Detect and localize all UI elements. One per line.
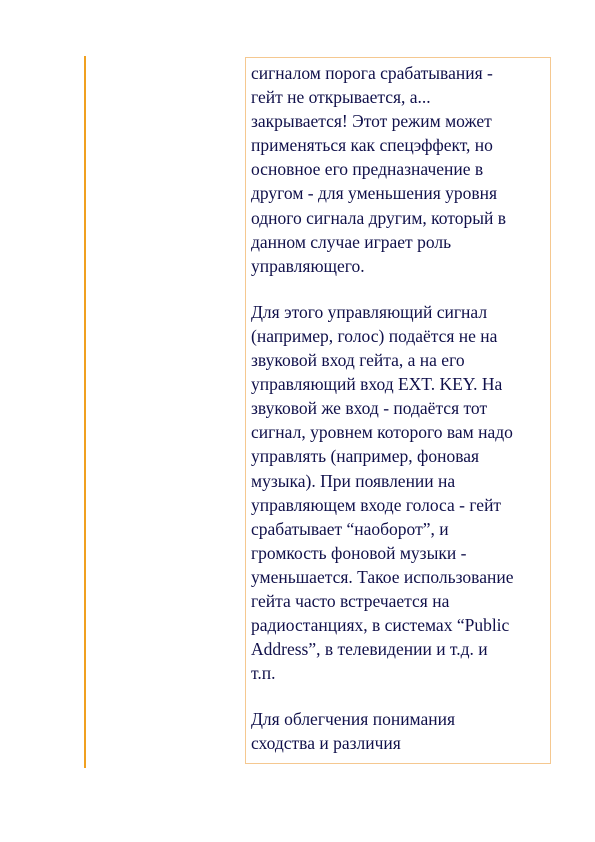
text-line: Для облегчения понимания <box>251 709 456 730</box>
text-line: срабатывает “наоборот”, и <box>251 518 449 539</box>
text-line: гейт не открывается, а... <box>251 87 431 108</box>
margin-rule <box>84 56 86 768</box>
text-line: сигнал, уровнем которого вам надо <box>251 422 513 443</box>
text-line: (например, голос) подаётся не на <box>251 325 498 346</box>
text-line: звуковой же вход - подаётся тот <box>251 398 488 419</box>
text-line: уменьшается. Такое использование <box>251 566 514 587</box>
paragraph-3 <box>251 707 550 755</box>
text-line: одного сигнала другим, который в <box>251 207 506 228</box>
text-line: радиостанциях, в системах “Public <box>251 615 510 636</box>
text-line: сигналом порога срабатывания - <box>251 63 493 83</box>
text-line: сходства и различия <box>251 733 401 754</box>
text-line: основное его предназначение в <box>251 159 484 180</box>
text-line: музыка). При появлении на <box>251 470 456 491</box>
text-line: управляющий вход EXT. KEY. На <box>251 374 503 395</box>
text-line: Для этого управляющий сигнал <box>251 301 488 322</box>
text-line: звуковой вход гейта, а на его <box>251 350 465 371</box>
text-line: управляющего. <box>251 255 365 276</box>
text-line: громкость фоновой музыки - <box>251 542 467 563</box>
text-line: другом - для уменьшения уровня <box>251 183 498 204</box>
text-line: управлять (например, фоновая <box>251 446 480 467</box>
text-line: применяться как спецэффект, но <box>251 135 493 156</box>
text-line: гейта часто встречается на <box>251 590 450 611</box>
text-line: т.п. <box>251 663 276 684</box>
text-line: Address”, в телевидении и т.д. и <box>251 639 488 660</box>
text-line: данном случае играет роль <box>251 231 452 252</box>
paragraph-2 <box>251 300 550 686</box>
paragraph-1 <box>251 61 550 278</box>
text-line: управляющем входе голоса - гейт <box>251 494 502 515</box>
text-frame <box>245 57 551 764</box>
text-line: закрывается! Этот режим может <box>251 111 492 132</box>
